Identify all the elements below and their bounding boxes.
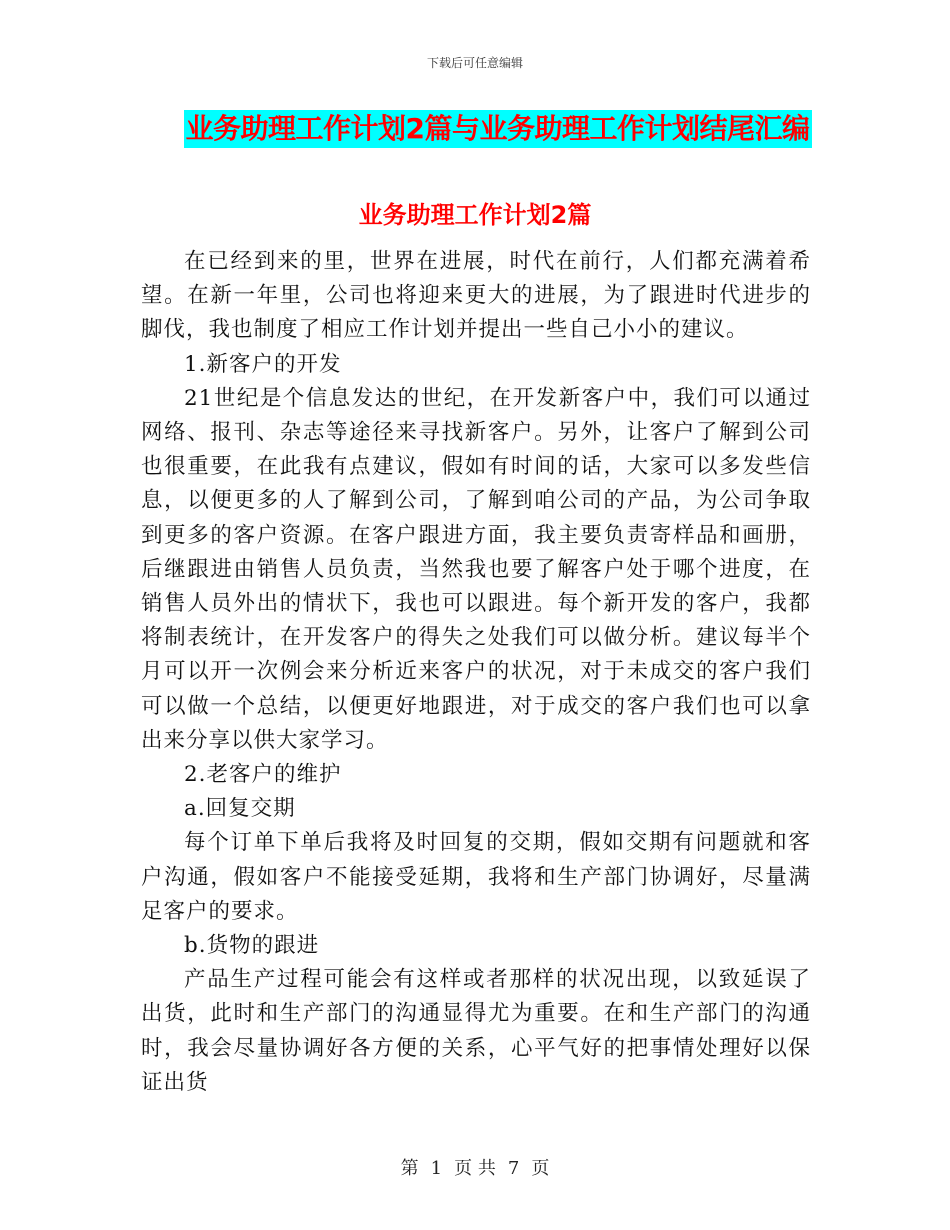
footer-suffix: 页 bbox=[531, 1158, 550, 1179]
body-text bbox=[141, 245, 811, 1100]
paragraph-intro: 在已经到来的里，世界在进展，时代在前行，人们都充满着希望。在新一年里，公司也将迎来更大的进展，为了跟进时代进步的脚伐，我也制度了相应工作计划并提出一些自己小小的建议。 bbox=[141, 249, 811, 343]
footer-prefix: 第 bbox=[400, 1158, 419, 1179]
paragraph-delivery-reply: 每个订单下单后我将及时回复的交期，假如交期有问题就和客户沟通，假如客户不能接受延期，我将和生产部门协调好，尽量满足客户的要求。 bbox=[141, 830, 811, 924]
main-title: 业务助理工作计划2篇与业务助理工作计划结尾汇编 bbox=[184, 110, 812, 148]
page-footer bbox=[0, 1154, 950, 1180]
header-note: 下载后可任意编辑 bbox=[426, 56, 523, 70]
paragraph-new-customers: 21世纪是个信息发达的世纪，在开发新客户中，我们可以通过网络、报刊、杂志等途径来寻找新客户。另外，让客户了解到公司也很重要，在此我有点建议，假如有时间的话，大家可以多发些信息，以便更多的人了解到公司，了解到咱公司的产品，为公司争取到更多的客户资源。在客户跟进方面，我主要负责寄样品和画册，后继跟进由销售人员负责，当然我也要了解客户处于哪个进度，在销售人员外出的情状下，我也可以跟进。每个新开发的客户，我都将制表统计，在开发客户的得失之处我们可以做分析。建议每半个月可以开一次例会来分析近来客户的状况，对于未成交的客户我们可以做一个总结，以便更好地跟进，对于成交的客户我们也可以拿出来分享以供大家学习。 bbox=[141, 385, 811, 753]
footer-middle: 页 共 bbox=[454, 1158, 496, 1179]
section-title: 业务助理工作计划2篇 bbox=[358, 201, 592, 229]
subheading-delivery-reply: a.回复交期 bbox=[184, 796, 296, 822]
heading-new-customers: 1.新客户的开发 bbox=[184, 351, 342, 377]
subheading-goods-followup: b.货物的跟进 bbox=[184, 933, 320, 959]
paragraph-goods-followup: 产品生产过程可能会有这样或者那样的状况出现，以致延误了出货，此时和生产部门的沟通显得尤为重要。在和生产部门的沟通时，我会尽量协调好各方便的关系，心平气好的把事情处理好以保证出货 bbox=[141, 967, 811, 1095]
footer-current-page: 1 bbox=[430, 1158, 443, 1179]
footer-total-pages: 7 bbox=[507, 1158, 520, 1179]
main-title-container bbox=[0, 110, 950, 148]
heading-old-customers: 2.老客户的维护 bbox=[184, 762, 342, 788]
